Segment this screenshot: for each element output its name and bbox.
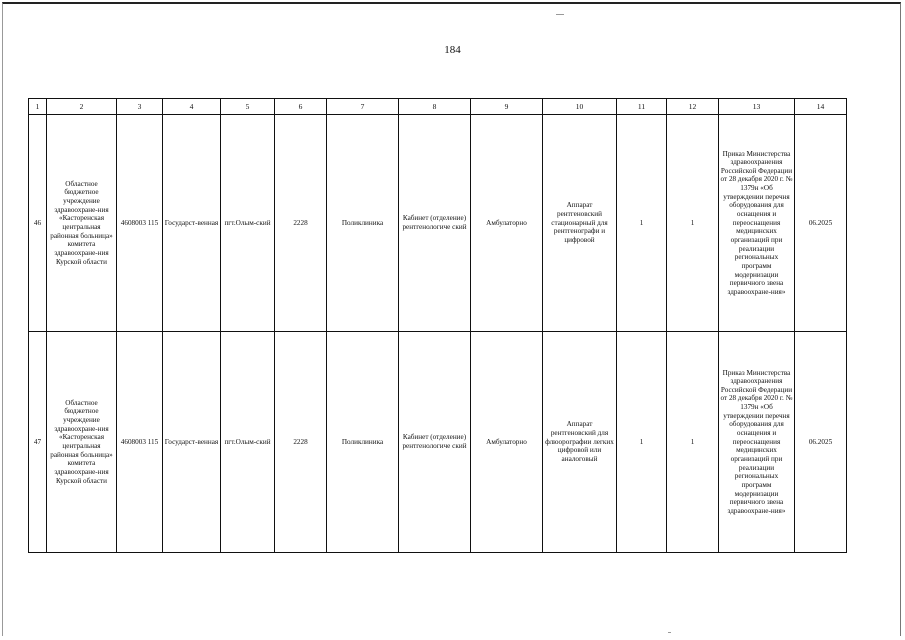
column-header: 6 [275, 99, 327, 115]
column-11-cell: 1 [617, 115, 667, 332]
basis-cell: Приказ Министерства здравоохранения Российской Федерации от 28 декабря 2020 г. № 1379н «Об утверждении перечня оборудования для оснащения и переоснащения медицинских организаций при реализации региональных программ модернизации первичного звена здравоохране-ния» [719, 115, 795, 332]
column-header: 14 [795, 99, 847, 115]
department-cell: Поликлиника [327, 332, 399, 553]
column-header: 8 [399, 99, 471, 115]
column-header: 5 [221, 99, 275, 115]
care-type-cell: Амбулаторно [471, 332, 543, 553]
ownership-cell: Государст-венная [163, 332, 221, 553]
column-header: 13 [719, 99, 795, 115]
column-header: 10 [543, 99, 617, 115]
row-number: 47 [29, 332, 47, 553]
care-type-cell: Амбулаторно [471, 115, 543, 332]
column-header: 1 [29, 99, 47, 115]
ownership-cell: Государст-венная [163, 115, 221, 332]
room-cell: Кабинет (отделение) рентгенологиче ский [399, 115, 471, 332]
locality-cell: пгт.Олым-ский [221, 115, 275, 332]
equipment-register-table [28, 98, 847, 553]
scan-speck [668, 632, 671, 633]
code-cell: 4608003 115 [117, 332, 163, 553]
page-number: 184 [444, 44, 461, 56]
column-6-cell: 2228 [275, 332, 327, 553]
column-11-cell: 1 [617, 332, 667, 553]
column-header: 2 [47, 99, 117, 115]
column-header: 9 [471, 99, 543, 115]
column-header: 12 [667, 99, 719, 115]
column-12-cell: 1 [667, 332, 719, 553]
column-12-cell: 1 [667, 115, 719, 332]
column-header: 11 [617, 99, 667, 115]
equipment-cell: Аппарат рентгеновский стационарный для рентгенографи и цифровой [543, 115, 617, 332]
equipment-cell: Аппарат рентгеновский для флюорографии легких цифровой или аналоговый [543, 332, 617, 553]
column-header: 4 [163, 99, 221, 115]
table-row [29, 115, 847, 332]
column-header: 7 [327, 99, 399, 115]
room-cell: Кабинет (отделение) рентгенологиче ский [399, 332, 471, 553]
department-cell: Поликлиника [327, 115, 399, 332]
code-cell: 4608003 115 [117, 115, 163, 332]
row-number: 46 [29, 115, 47, 332]
column-6-cell: 2228 [275, 115, 327, 332]
institution-cell: Областное бюджетное учреждение здравоохране-ния «Касторенская центральная районная больница» комитета здравоохране-ния Курской области [47, 115, 117, 332]
scan-speck [556, 14, 564, 15]
basis-cell: Приказ Министерства здравоохранения Российской Федерации от 28 декабря 2020 г. № 1379н «Об утверждении перечня оборудования для оснащения и переоснащения медицинских организаций при реализации региональных программ модернизации первичного звена здравоохране-ния» [719, 332, 795, 553]
table-row [29, 332, 847, 553]
locality-cell: пгт.Олым-ский [221, 332, 275, 553]
institution-cell: Областное бюджетное учреждение здравоохране-ния «Касторенская центральная районная больница» комитета здравоохране-ния Курской области [47, 332, 117, 553]
table-header-row [29, 99, 847, 115]
column-header: 3 [117, 99, 163, 115]
date-cell: 06.2025 [795, 115, 847, 332]
date-cell: 06.2025 [795, 332, 847, 553]
